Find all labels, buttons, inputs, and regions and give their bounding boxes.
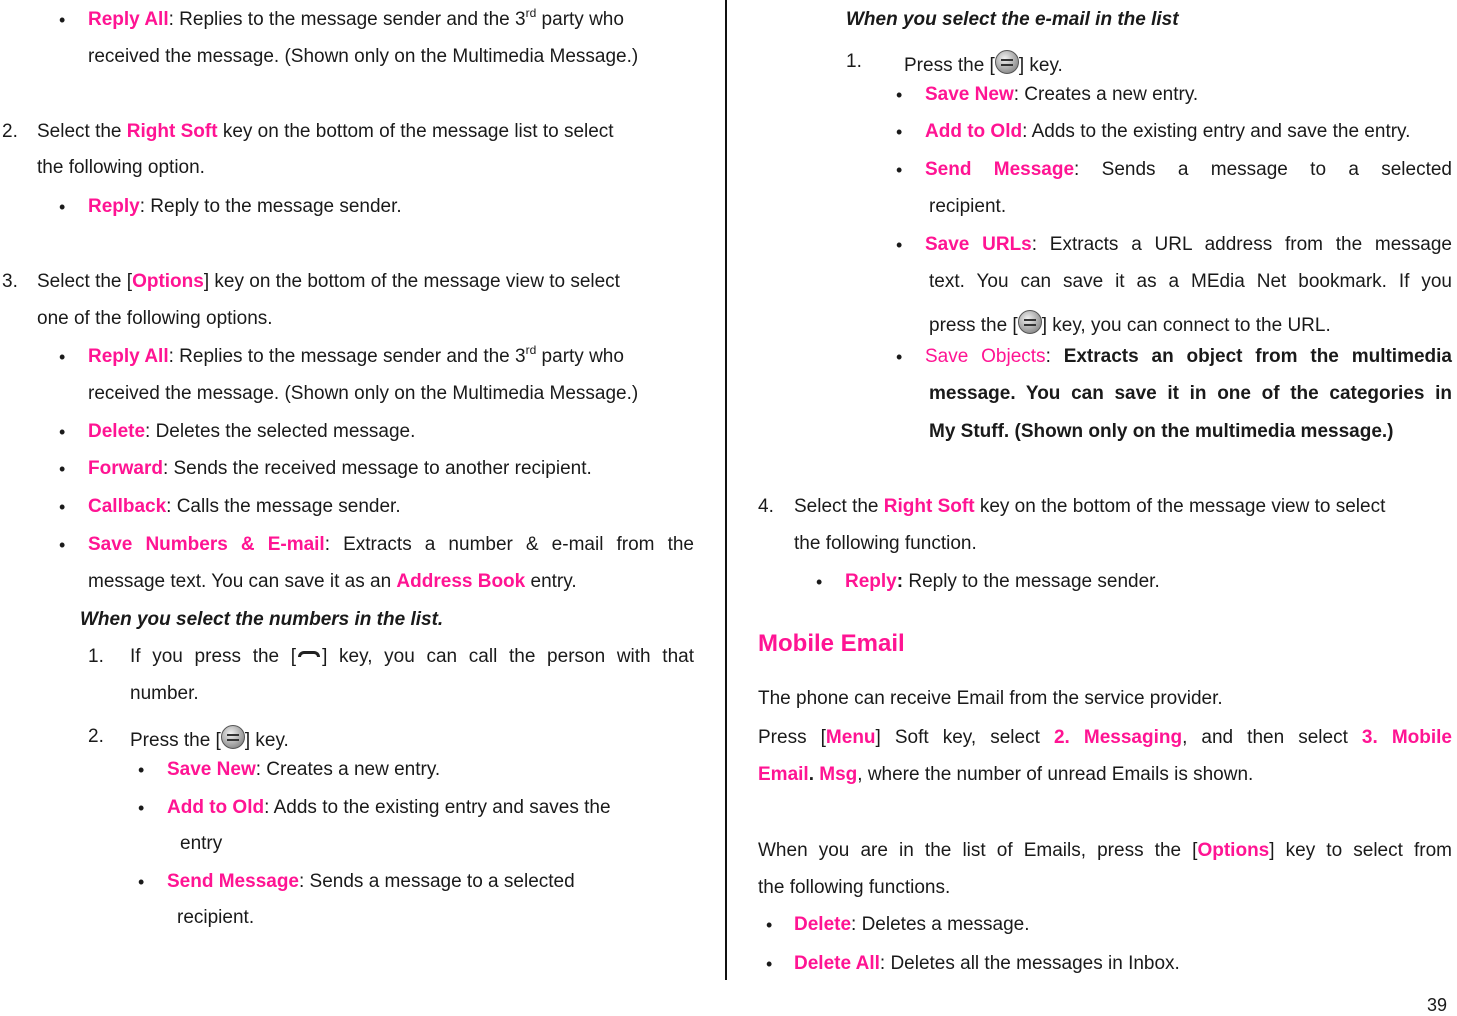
reply-all-text: : Replies to the message sender and the 3 — [168, 346, 526, 367]
bullet-icon: • — [59, 10, 66, 30]
send-message-cont: recipient. — [177, 907, 255, 928]
step-number: 2. — [2, 121, 18, 142]
save-urls-cont2 — [929, 310, 1331, 338]
send-key-icon — [296, 648, 322, 662]
reply-label: Reply — [88, 196, 140, 217]
step1-pre: Press the [ — [904, 55, 995, 76]
numbers-heading: When you select the numbers in the list. — [80, 609, 444, 630]
section-title: Mobile Email — [758, 630, 905, 657]
list-post: ] key to select from — [1269, 840, 1452, 861]
add-old-text: : Adds to the existing entry and save the entry. — [1022, 121, 1411, 142]
step-number: 3. — [2, 271, 18, 292]
save-numbers-cont-pre: message text. You can save it as an — [88, 571, 397, 592]
bullet-icon: • — [816, 572, 823, 592]
sub2-post: ] key. — [244, 730, 289, 751]
page-number: 39 — [1426, 995, 1447, 1015]
save-objects-item — [925, 345, 1452, 369]
reply-item — [88, 195, 402, 219]
step1-text — [904, 50, 1063, 78]
save-new-text: : Creates a new entry. — [1013, 84, 1199, 105]
bullet-icon: • — [896, 122, 903, 142]
send-message-item — [925, 158, 1452, 182]
list-cont: the following functions. — [758, 877, 951, 898]
save-numbers-text: : Extracts a number & e-mail from the — [324, 534, 694, 555]
delete-all-text: : Deletes all the messages in Inbox. — [879, 953, 1180, 974]
bullet-icon: • — [59, 535, 66, 555]
delete-text: : Deletes the selected message. — [145, 421, 416, 442]
send-message-item — [167, 870, 575, 894]
add-old-cont: entry — [180, 833, 223, 854]
press-line-cont — [758, 763, 1253, 787]
bullet-icon: • — [138, 760, 145, 780]
save-numbers-item — [88, 533, 694, 557]
callback-text: : Calls the message sender. — [166, 496, 401, 517]
save-objects-text: Extracts an object from the multimedia — [1063, 346, 1453, 367]
forward-text: : Sends the received message to another recipient. — [162, 458, 592, 479]
bullet-icon: • — [896, 347, 903, 367]
save-numbers-cont-post: entry. — [525, 571, 577, 592]
save-new-item — [167, 758, 440, 782]
reply-all-cont: received the message. (Shown only on the Multimedia Message.) — [88, 46, 639, 67]
save-new-item — [925, 83, 1198, 107]
menu-label: Menu — [825, 727, 876, 748]
add-old-label: Add to Old — [925, 121, 1023, 142]
bullet-icon: • — [896, 235, 903, 255]
delete-item — [88, 420, 415, 444]
bullet-icon: • — [896, 85, 903, 105]
save-urls-text: : Extracts a URL address from the message — [1031, 234, 1452, 255]
intro-text: The phone can receive Email from the service provider. — [758, 688, 1223, 709]
delete-all-item — [794, 952, 1180, 976]
delete-all-label: Delete All — [794, 953, 880, 974]
step3-pre: Select the [ — [37, 271, 133, 292]
add-old-item — [167, 796, 611, 820]
right-soft-label: Right Soft — [126, 121, 218, 142]
step3-cont: one of the following options. — [37, 308, 273, 329]
messaging-label: 2. Messaging — [1053, 727, 1183, 748]
superscript: rd — [525, 6, 537, 20]
save-urls-cont1: text. You can save it as a MEdia Net bookmark. If you — [929, 271, 1452, 292]
save-objects-label: Save Objects — [925, 346, 1046, 367]
sub1-post: ] key, you can call the person with that — [322, 646, 694, 667]
bullet-icon: • — [138, 798, 145, 818]
bullet-icon: • — [138, 872, 145, 892]
reply-all-text-after: party who — [536, 346, 624, 367]
menu-key-icon — [1018, 310, 1042, 334]
sub2-text — [130, 725, 289, 753]
mobile-label: 3. Mobile — [1361, 727, 1452, 748]
step-number: 1. — [846, 51, 862, 72]
add-old-label: Add to Old — [167, 797, 265, 818]
step4-cont: the following function. — [794, 533, 977, 554]
save-new-label: Save New — [925, 84, 1014, 105]
step2-post: key on the bottom of the message list to select — [217, 121, 614, 142]
send-message-text: : Sends a message to a selected — [299, 871, 575, 892]
reply-text: Reply to the message sender. — [903, 571, 1160, 592]
sub1-cont: number. — [130, 683, 199, 704]
options-label: Options — [132, 271, 204, 292]
reply-all-text-after: party who — [536, 9, 624, 30]
reply-sep: : — [896, 571, 904, 592]
step4-text — [794, 495, 1385, 519]
bullet-icon: • — [766, 915, 773, 935]
delete-text: : Deletes a message. — [851, 914, 1030, 935]
bullet-icon: • — [896, 160, 903, 180]
email-label: Email — [758, 764, 809, 785]
add-old-text: : Adds to the existing entry and saves the — [264, 797, 611, 818]
bullet-icon: • — [59, 497, 66, 517]
callback-label: Callback — [88, 496, 167, 517]
superscript: rd — [525, 343, 537, 357]
menu-key-icon — [995, 50, 1019, 74]
save-objects-cont1: message. You can save it in one of the categories in — [929, 383, 1452, 404]
options-label: Options — [1197, 840, 1270, 861]
sub-step-number: 2. — [88, 726, 104, 747]
sub1-pre: If you press the [ — [130, 646, 297, 667]
save-urls-item — [925, 233, 1452, 257]
step-number: 4. — [758, 496, 774, 517]
save-urls-cont2-pre: press the [ — [929, 315, 1018, 336]
column-divider — [725, 0, 727, 980]
email-heading: When you select the e-mail in the list — [846, 9, 1179, 30]
send-message-label: Send Message — [925, 159, 1075, 180]
msg-label: Msg — [819, 764, 858, 785]
send-message-text: : Sends a message to a selected — [1074, 159, 1452, 180]
reply-all-item — [88, 8, 624, 32]
reply-all-label: Reply All — [88, 346, 169, 367]
add-old-item — [925, 120, 1410, 144]
reply-all-label: Reply All — [88, 9, 169, 30]
send-message-label: Send Message — [167, 871, 299, 892]
forward-label: Forward — [88, 458, 163, 479]
save-new-text: : Creates a new entry. — [255, 759, 441, 780]
reply-all-text: : Replies to the message sender and the 3 — [168, 9, 526, 30]
save-new-label: Save New — [167, 759, 256, 780]
sub1-text — [130, 645, 694, 669]
reply-all-cont-2: received the message. (Shown only on the Multimedia Message.) — [88, 383, 639, 404]
step3-text — [37, 270, 620, 294]
step2-cont: the following option. — [37, 157, 205, 178]
step4-post: key on the bottom of the message view to select — [974, 496, 1386, 517]
step4-pre: Select the — [794, 496, 884, 517]
step2-text — [37, 120, 614, 144]
delete-label: Delete — [88, 421, 146, 442]
menu-key-icon — [221, 725, 245, 749]
right-soft-label: Right Soft — [883, 496, 975, 517]
reply-item — [845, 570, 1160, 594]
press-line — [758, 726, 1452, 750]
step1-post: ] key. — [1018, 55, 1063, 76]
address-book-label: Address Book — [396, 571, 526, 592]
step3-post: ] key on the bottom of the message view to select — [203, 271, 620, 292]
sub2-pre: Press the [ — [130, 730, 221, 751]
save-numbers-label: Save Numbers & E-mail — [88, 534, 325, 555]
reply-text: : Reply to the message sender. — [139, 196, 402, 217]
press-cont-post: , where the number of unread Emails is shown. — [857, 764, 1254, 785]
step2-pre: Select the — [37, 121, 127, 142]
sub-step-number: 1. — [88, 646, 104, 667]
bullet-icon: • — [59, 347, 66, 367]
list-line — [758, 839, 1452, 863]
bullet-icon: • — [59, 422, 66, 442]
delete-item — [794, 913, 1030, 937]
list-pre: When you are in the list of Emails, press the [ — [758, 840, 1198, 861]
save-objects-cont2: My Stuff. (Shown only on the multimedia message.) — [929, 421, 1394, 442]
forward-item — [88, 457, 592, 481]
press-dot: . — [808, 764, 820, 785]
save-objects-sep: : — [1045, 346, 1064, 367]
press-pre: Press [ — [758, 727, 826, 748]
save-urls-label: Save URLs — [925, 234, 1032, 255]
save-numbers-cont — [88, 570, 577, 594]
callback-item — [88, 495, 401, 519]
save-urls-cont2-post: ] key, you can connect to the URL. — [1041, 315, 1331, 336]
send-message-cont: recipient. — [929, 196, 1007, 217]
reply-label: Reply — [845, 571, 897, 592]
press-mid2: , and then select — [1182, 727, 1362, 748]
bullet-icon: • — [766, 954, 773, 974]
bullet-icon: • — [59, 197, 66, 217]
reply-all-item-2 — [88, 345, 624, 369]
bullet-icon: • — [59, 459, 66, 479]
delete-label: Delete — [794, 914, 852, 935]
press-mid: ] Soft key, select — [875, 727, 1054, 748]
